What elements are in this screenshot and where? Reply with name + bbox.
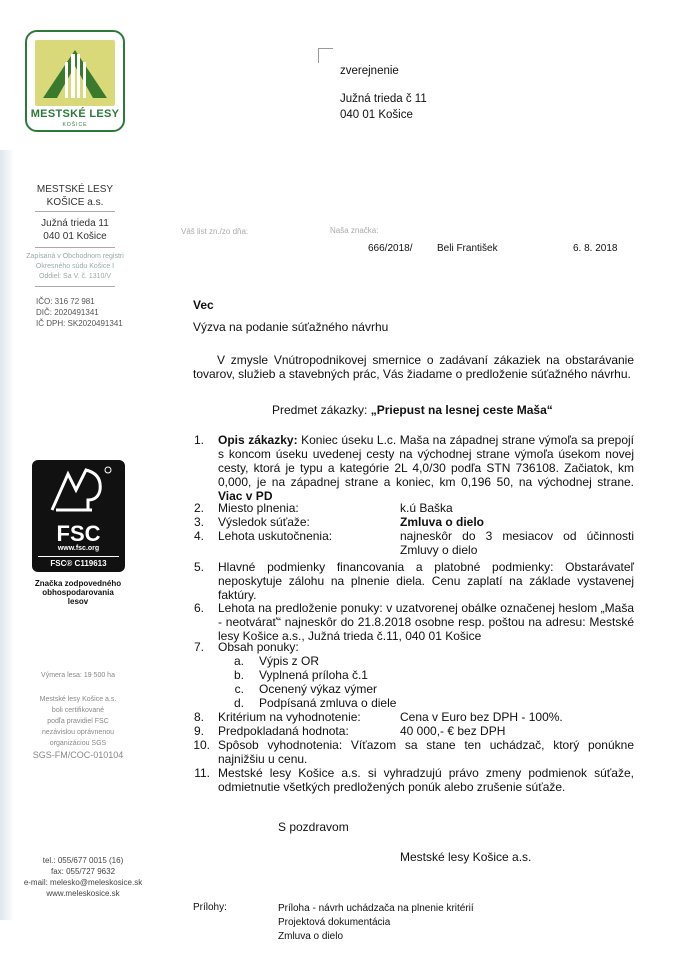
cert-line5: organizáciou SGS <box>49 740 107 747</box>
item-1-more: Viac v PD <box>218 489 273 503</box>
fsc-caption-line3: lesov <box>67 597 89 606</box>
sub-c-text: Ocenený výkaz výmer <box>259 682 378 696</box>
forest-area: Výmera lesa: 19 500 ha <box>41 672 115 679</box>
divider <box>35 211 115 212</box>
sender-name <box>0 183 150 209</box>
contact-info <box>8 855 158 899</box>
item-number: 2. <box>193 501 204 515</box>
item-5-text: Hlavné podmienky financovania a platobné podmienky: Obstarávateľ neposkytuje zálohu na plnenie diela. Cenu zaplatí na základe vystavenej faktúry. <box>218 560 634 602</box>
item-1-label: Opis zákazky: <box>218 433 298 447</box>
item-number: 6. <box>193 601 204 615</box>
item-number: 8. <box>193 710 204 724</box>
sub-letter: d. <box>233 696 244 710</box>
registry-line1: Zapísaná v Obchodnom registri <box>26 253 124 260</box>
item-7-label: Obsah ponuky: <box>218 640 299 654</box>
attachments-list <box>278 902 474 944</box>
your-letter-label: Váš list zn./zo dňa: <box>181 227 249 236</box>
cert-line2: boli certifikované <box>51 707 105 714</box>
cert-line3: podľa pravidiel FSC <box>47 718 109 725</box>
sender-registry <box>0 252 150 282</box>
fsc-caption-line2: obhospodarovania <box>42 588 114 597</box>
recipient-line2: Južná trieda č 11 <box>340 93 427 105</box>
website: www.meleskosice.sk <box>46 889 120 898</box>
subject-text: Výzva na podanie súťažného návrhu <box>193 320 389 334</box>
logo-name: MESTSKÉ LESY <box>30 108 120 120</box>
item-1-body: Koniec úseku L.c. Maša na západnej strane výmoľa sa prepojí s koncom úseku uvedenej cesty na východnej strane výmoľa úsekom novej cesty, ktorá je typu a kategórie 2L 4,0/30 podľa STN 736108. Začiatok, km 0,000, je na západnej strane a koniec, km 0,196 50, na východnej strane. <box>218 433 634 489</box>
fax: fax: 055/727 9632 <box>50 867 116 876</box>
dic: DIČ: 2020491341 <box>36 308 99 317</box>
attachments-label: Prílohy: <box>193 902 227 913</box>
fsc-caption-line1: Značka zodpovedného <box>34 579 122 588</box>
predmet-label: Predmet zákazky: <box>272 403 371 417</box>
handler-name: Beli František <box>437 243 498 254</box>
item-9-value: 40 000,- € bez DPH <box>400 724 506 738</box>
item-8-value: Cena v Euro bez DPH - 100%. <box>400 710 563 724</box>
predmet-value: „Priepust na lesnej ceste Maša“ <box>370 403 553 417</box>
divider <box>35 286 115 287</box>
fsc-web: www.fsc.org <box>57 545 100 552</box>
item-2-label: Miesto plnenia: <box>218 501 299 515</box>
fsc-caption <box>3 579 153 606</box>
letter-date: 6. 8. 2018 <box>573 243 618 254</box>
attachment-2: Projektová dokumentácia <box>278 917 391 928</box>
sub-letter: a. <box>233 654 244 668</box>
sub-d-text: Podpísaná zmluva o diele <box>259 696 397 710</box>
item-number: 7. <box>193 640 204 654</box>
item-1-text <box>218 433 634 503</box>
our-ref: 666/2018/ <box>368 243 413 254</box>
item-number: 3. <box>193 515 204 529</box>
logo-sub: KOŠICE <box>62 122 88 128</box>
intro-paragraph: V zmysle Vnútropodnikovej smernice o zadávaní zákaziek na obstarávanie tovarov, služieb a stavebných prác, Vás žiadame o predloženie súťažného návrhu. <box>193 353 634 381</box>
sender-city: 040 01 Košice <box>43 231 107 242</box>
recipient-address <box>340 63 427 123</box>
item-2-value: k.ú Baška <box>400 501 453 515</box>
item-number: 4. <box>193 529 204 543</box>
registry-line2: Okresného súdu Košice I <box>35 263 115 270</box>
registry-line3: Oddiel: Sa V. č. 1310/V <box>38 273 112 280</box>
address-window-mark <box>318 48 333 63</box>
fsc-logo <box>32 460 125 572</box>
sender-ids <box>36 296 146 329</box>
cert-line1: Mestské lesy Košice a.s. <box>39 696 117 703</box>
sender-street: Južná trieda 11 <box>41 218 109 229</box>
attachment-1: Príloha - návrh uchádzača na plnenie kritérií <box>278 903 474 914</box>
item-4-value-line1: najneskôr do 3 mesiacov od účinnosti <box>400 529 634 543</box>
cert-line4: nezávislou oprávnenou <box>42 729 114 736</box>
signature: Mestské lesy Košice a.s. <box>400 850 532 864</box>
certification-text <box>3 694 153 761</box>
email: e-mail: melesko@meleskosice.sk <box>23 878 143 887</box>
recipient-line1: zverejnenie <box>340 65 399 77</box>
item-8-label: Kritérium na vyhodnotenie: <box>218 710 361 724</box>
fsc-tree-icon <box>32 460 125 518</box>
sub-letter: b. <box>233 668 244 682</box>
divider <box>35 247 115 248</box>
our-ref-label: Naša značka: <box>330 226 379 235</box>
sender-name-line1: MESTSKÉ LESY <box>36 184 114 195</box>
sender-address <box>0 217 150 243</box>
item-9-label: Predpokladaná hodnota: <box>218 724 349 738</box>
item-3-value: Zmluva o dielo <box>400 515 485 529</box>
recipient-line3: 040 01 Košice <box>340 109 413 121</box>
cert-code: SGS-FM/COC-010104 <box>32 750 124 760</box>
company-logo <box>25 30 125 132</box>
item-3-label: Výsledok súťaže: <box>218 515 310 529</box>
item-11-text: Mestské lesy Košice a.s. si vyhradzujú právo zmeny podmienok súťaže, odmietnutie všetkých predložených ponúk alebo zrušenie súťaže. <box>218 766 634 794</box>
fsc-label: FSC <box>56 521 101 546</box>
item-number: 11. <box>194 766 210 780</box>
item-number: 10. <box>193 738 210 752</box>
telephone: tel.: 055/677 0015 (16) <box>42 856 124 865</box>
fsc-code: FSC® C119613 <box>50 559 107 568</box>
sender-name-line2: KOŠICE a.s. <box>46 197 104 208</box>
sub-b-text: Vyplnená príloha č.1 <box>259 668 368 682</box>
subject-heading: Vec <box>193 298 214 312</box>
item-number: 1. <box>193 433 204 447</box>
sub-a-text: Výpis z OR <box>259 654 320 668</box>
predmet-line <box>272 403 553 417</box>
item-6-text: Lehota na predloženie ponuky: v uzatvorenej obálke označenej heslom „Maša - neotvárať“ najneskôr do 21.8.2018 osobne resp. poštou na adresu: Mestské lesy Košice a.s., Južná trieda č.11, 040 01 Košice <box>218 601 634 643</box>
item-number: 5. <box>193 560 204 574</box>
greeting: S pozdravom <box>278 820 349 834</box>
sub-letter: c. <box>234 682 244 696</box>
item-4-value-line2: Zmluvy o dielo <box>400 543 478 557</box>
item-10-text: Spôsob vyhodnotenia: Víťazom sa stane ten uchádzač, ktorý ponúkne najnižšiu u cenu. <box>218 738 634 766</box>
item-4-label: Lehota uskutočnenia: <box>218 529 333 543</box>
ico: IČO: 316 72 981 <box>36 297 95 306</box>
attachment-3: Zmluva o dielo <box>278 931 344 942</box>
item-number: 9. <box>193 724 204 738</box>
tree-logo-icon <box>35 40 115 106</box>
ic-dph: IČ DPH: SK2020491341 <box>36 319 123 328</box>
